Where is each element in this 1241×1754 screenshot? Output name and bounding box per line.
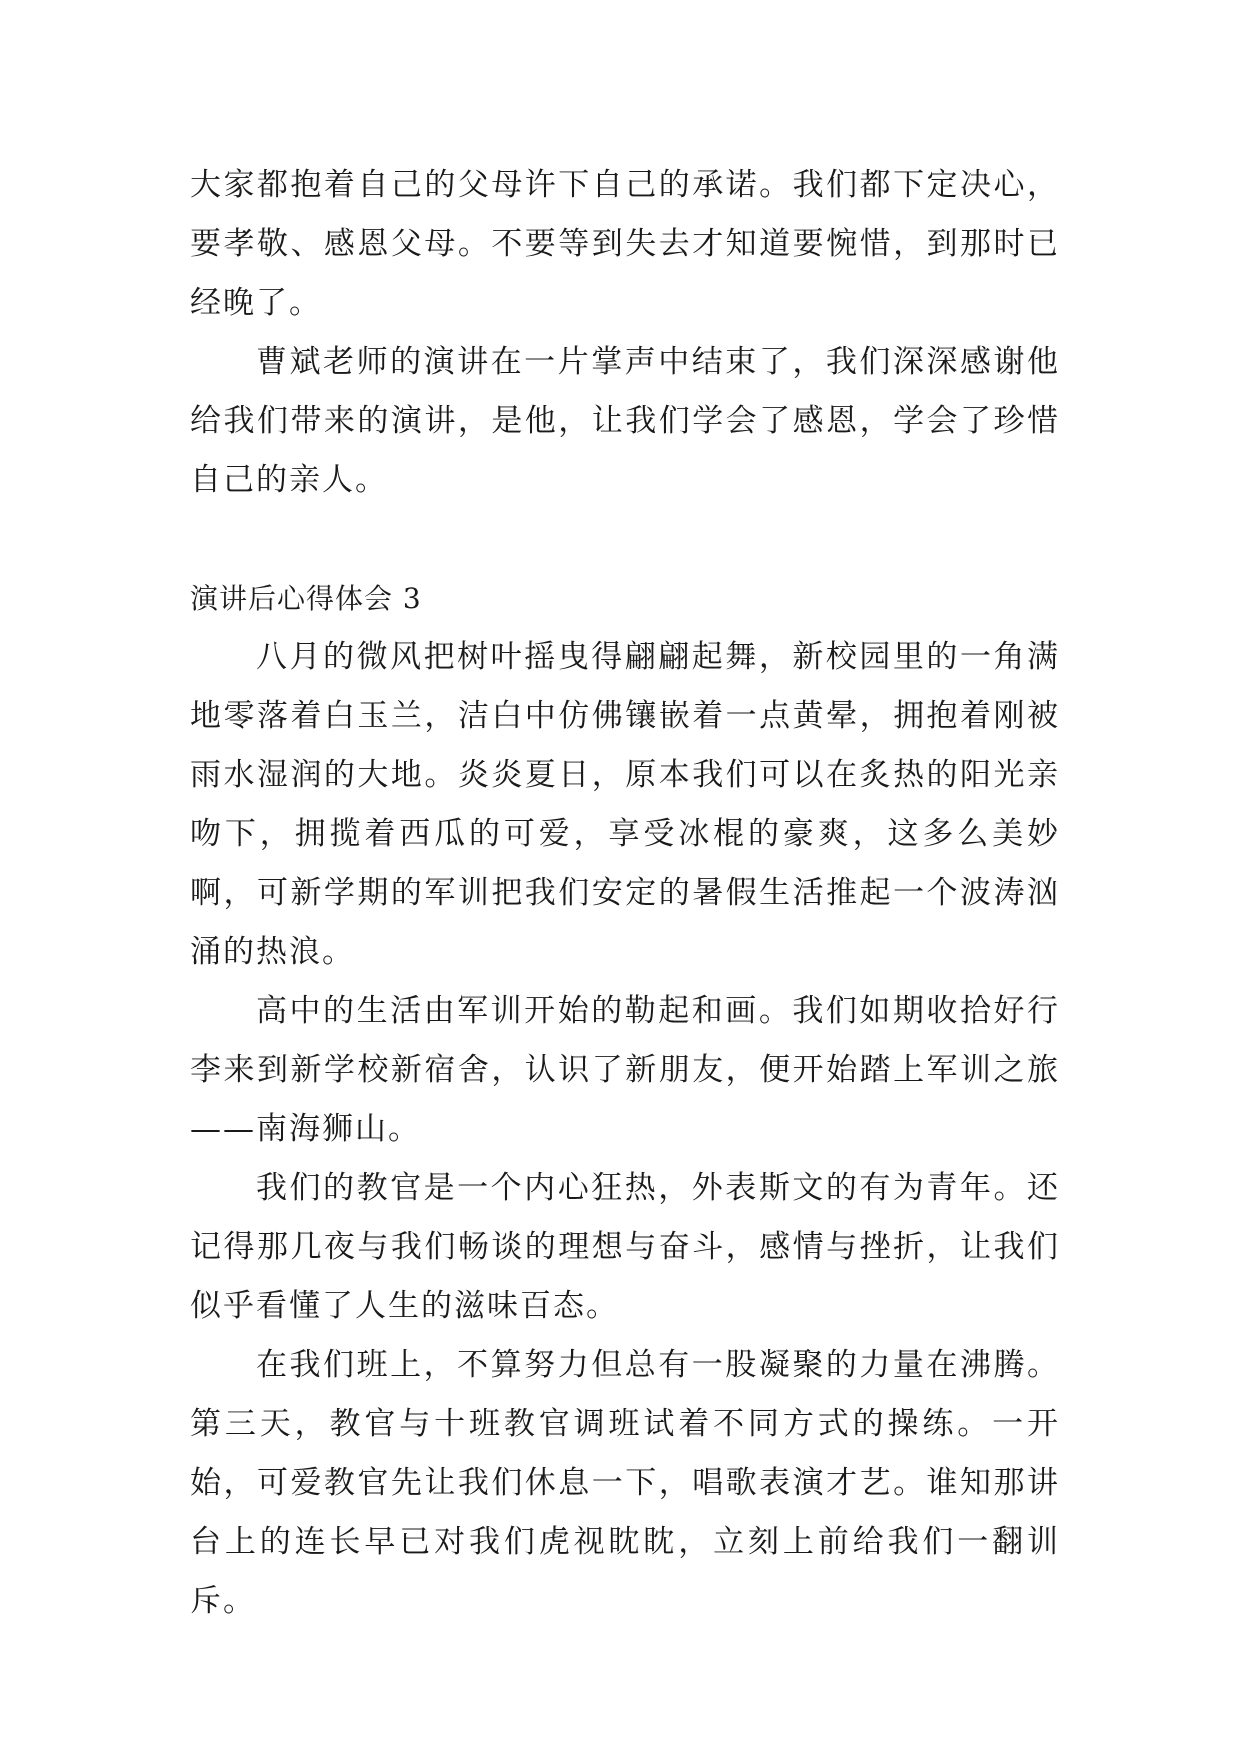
paragraph-1: 大家都抱着自己的父母许下自己的承诺。我们都下定决心，要孝敬、感恩父母。不要等到失去才知道要惋惜，到那时已经晚了。	[190, 167, 1060, 321]
paragraph-3: 八月的微风把树叶摇曳得翩翩起舞，新校园里的一角满地零落着白玉兰，洁白中仿佛镶嵌着一点黄晕，拥抱着刚被雨水湿润的大地。炎炎夏日，原本我们可以在炙热的阳光亲吻下，拥揽着西瓜的可爱，享受冰棍的豪爽，这多么美妙啊，可新学期的军训把我们安定的暑假生活推起一个波涛汹涌的热浪。	[190, 639, 1060, 970]
document-body	[190, 156, 1060, 1631]
paragraph-6: 在我们班上，不算努力但总有一股凝聚的力量在沸腾。第三天，教官与十班教官调班试着不同方式的操练。一开始，可爱教官先让我们休息一下，唱歌表演才艺。谁知那讲台上的连长早已对我们虎视眈眈，立刻上前给我们一翻训斥。	[190, 1347, 1060, 1619]
paragraph-4: 高中的生活由军训开始的勒起和画。我们如期收拾好行李来到新学校新宿舍，认识了新朋友，便开始踏上军训之旅——南海狮山。	[190, 993, 1060, 1147]
section-title: 演讲后心得体会 3	[190, 582, 422, 615]
paragraph-2: 曹斌老师的演讲在一片掌声中结束了，我们深深感谢他给我们带来的演讲，是他，让我们学会了感恩，学会了珍惜自己的亲人。	[190, 344, 1060, 498]
paragraph-5: 我们的教官是一个内心狂热，外表斯文的有为青年。还记得那几夜与我们畅谈的理想与奋斗，感情与挫折，让我们似乎看懂了人生的滋味百态。	[190, 1170, 1060, 1324]
section-spacer	[190, 510, 1060, 569]
